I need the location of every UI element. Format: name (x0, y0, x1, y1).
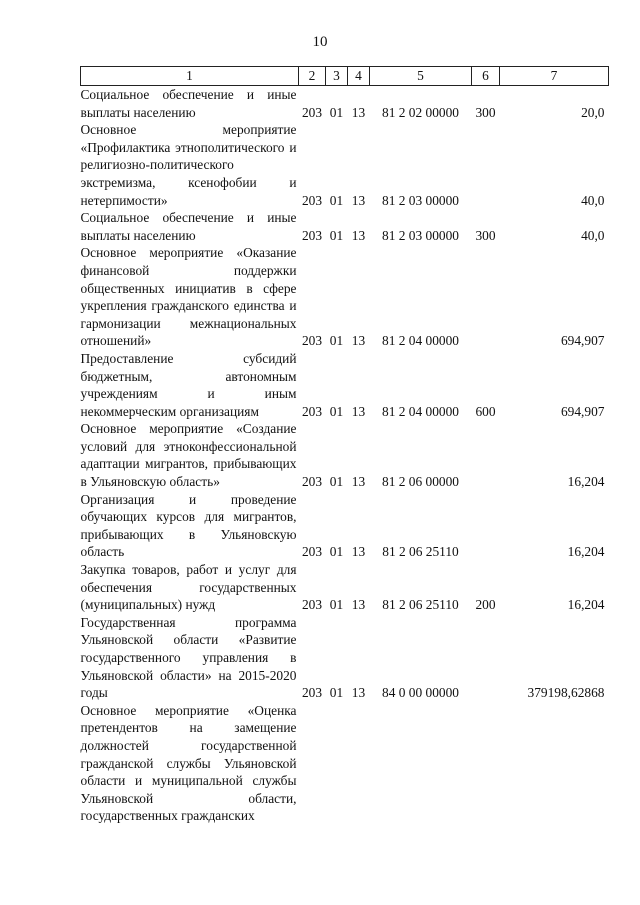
row-expense-type (472, 702, 500, 825)
row-target-article (370, 702, 472, 825)
column-header: 4 (348, 67, 370, 86)
row-code-section: 01 (329, 333, 344, 349)
row-code-subsection: 13 (351, 597, 366, 613)
row-expense-type (472, 420, 500, 490)
row-description: Государственная программа Ульяновской области «Развитие государственного управления в Ульяновской области» на 2015-2020 годы (80, 614, 297, 701)
row-code-section: 01 (329, 474, 344, 490)
row-target-article: 81 2 06 25110 (382, 597, 459, 613)
table-row (81, 86, 609, 122)
row-target-article: 81 2 06 00000 (382, 474, 459, 490)
column-header: 1 (81, 67, 299, 86)
row-description: Социальное обеспечение и иные выплаты населению (80, 87, 297, 120)
row-code-subsection: 13 (351, 403, 366, 419)
row-code-ministry: 203 (301, 597, 323, 613)
row-code-section: 01 (329, 685, 344, 701)
row-expense-type (472, 614, 500, 702)
row-code-ministry: 203 (301, 474, 323, 490)
row-code-ministry: 203 (301, 685, 323, 701)
row-target-article: 84 0 00 00000 (382, 685, 459, 701)
table-row (81, 244, 609, 350)
row-code-ministry (299, 702, 326, 825)
row-description: Закупка товаров, работ и услуг для обеспечения государственных (муниципальных) нужд (80, 562, 297, 613)
row-expense-type (472, 121, 500, 209)
row-code-subsection (348, 702, 370, 825)
row-amount: 16,204 (567, 597, 605, 613)
row-code-subsection: 13 (351, 333, 366, 349)
column-header: 3 (326, 67, 348, 86)
row-description: Основное мероприятие «Создание условий для этноконфессиональной адаптации мигрантов, прибывающих в Ульяновскую область» (80, 421, 297, 490)
table-row (81, 614, 609, 702)
row-code-section (326, 702, 348, 825)
row-description: Основное мероприятие «Оказание финансовой поддержки общественных инициатив в сфере укрепления гражданского единства и гармонизации межнациональных отношений» (80, 245, 297, 349)
row-code-subsection: 13 (351, 544, 366, 560)
table-row (81, 420, 609, 490)
row-code-section: 01 (329, 544, 344, 560)
row-target-article: 81 2 04 00000 (382, 333, 459, 349)
table-header (81, 67, 609, 86)
row-amount (500, 702, 609, 825)
row-code-subsection: 13 (351, 104, 366, 120)
row-expense-type (472, 244, 500, 350)
column-header: 7 (500, 67, 609, 86)
row-code-subsection: 13 (351, 192, 366, 208)
row-code-ministry: 203 (301, 104, 323, 120)
table-row (81, 350, 609, 420)
table-row (81, 561, 609, 614)
row-code-subsection: 13 (351, 474, 366, 490)
row-code-ministry: 203 (301, 544, 323, 560)
row-target-article: 81 2 03 00000 (382, 192, 459, 208)
page-number: 10 (312, 34, 328, 50)
row-code-section: 01 (329, 104, 344, 120)
table-row (81, 491, 609, 561)
row-amount: 40,0 (581, 227, 605, 243)
row-amount: 40,0 (581, 192, 605, 208)
row-amount: 379198,62868 (527, 685, 605, 701)
row-code-section: 01 (329, 227, 344, 243)
row-code-subsection: 13 (351, 685, 366, 701)
row-code-section: 01 (329, 403, 344, 419)
row-code-ministry: 203 (301, 192, 323, 208)
row-code-section: 01 (329, 597, 344, 613)
row-description: Организация и проведение обучающих курсов для мигрантов, прибывающих в Ульяновскую область (80, 491, 297, 560)
row-code-ministry: 203 (301, 227, 323, 243)
row-amount: 20,0 (581, 104, 605, 120)
row-expense-type (472, 491, 500, 561)
row-expense-type: 200 (475, 597, 496, 613)
column-header: 5 (370, 67, 472, 86)
row-target-article: 81 2 03 00000 (382, 227, 459, 243)
row-description: Социальное обеспечение и иные выплаты населению (80, 210, 297, 243)
row-description: Предоставление субсидий бюджетным, автономным учреждениям и иным некоммерческим организациям (80, 350, 297, 419)
row-description: Основное мероприятие «Оценка претендентов на замещение должностей государственной гражданской службы Ульяновской области и муниципальной службы Ульяновской области, государственных гражданских (80, 702, 297, 824)
column-header: 2 (299, 67, 326, 86)
row-amount: 694,907 (560, 403, 605, 419)
row-expense-type: 300 (475, 227, 496, 243)
row-code-ministry: 203 (301, 333, 323, 349)
table-row (81, 121, 609, 209)
row-description: Основное мероприятие «Профилактика этнополитического и религиозно-политического экстремизма, ксенофобии и нетерпимости» (80, 122, 297, 208)
column-header: 6 (472, 67, 500, 86)
table-row (81, 702, 609, 825)
row-amount: 16,204 (567, 544, 605, 560)
row-target-article: 81 2 04 00000 (382, 403, 459, 419)
budget-table (80, 66, 609, 825)
row-code-subsection: 13 (351, 227, 366, 243)
row-expense-type: 300 (475, 104, 496, 120)
row-target-article: 81 2 06 25110 (382, 544, 459, 560)
row-target-article: 81 2 02 00000 (382, 104, 459, 120)
table-row (81, 209, 609, 244)
row-amount: 694,907 (560, 333, 605, 349)
row-code-ministry: 203 (301, 403, 323, 419)
row-code-section: 01 (329, 192, 344, 208)
row-amount: 16,204 (567, 474, 605, 490)
row-expense-type: 600 (475, 403, 496, 419)
